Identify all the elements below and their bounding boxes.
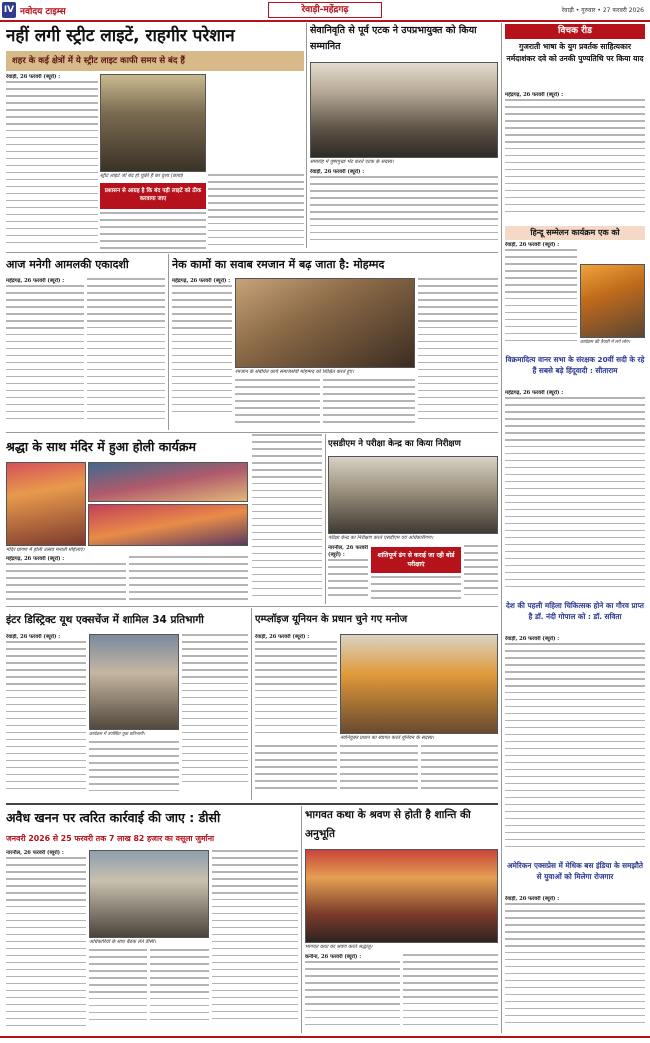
mining-body-col1 [6,850,86,1033]
holi-byline: महेंद्रगढ़, 26 फरवरी (ब्यूरो) : [6,556,65,562]
youth-photo [89,634,179,730]
export-body [505,896,645,1033]
holi-headline: श्रद्धा के साथ मंदिर में हुआ होली कार्यक्रम [6,439,196,454]
col-rule-4 [325,434,326,604]
holi-photo-caption: मंदिर प्रांगण में होली उत्सव मनाती महिलाएं। [6,547,85,553]
lead-body-col1 [6,74,98,252]
masthead [0,0,650,20]
ramzan-body-col4 [418,278,498,428]
ekadashi-headline: आज मनेगी आमलकी एकादशी [6,258,129,271]
mining-photo-caption: अधिकारियों के साथ बैठक लेते डीसी। [89,939,156,945]
ayurveda-byline: रेवाड़ी, 26 फरवरी (ब्यूरो) : [505,636,560,642]
sdm-headline: एसडीएम ने परीक्षा केन्द्र का किया निरीक्षण [328,439,461,449]
holi-photo-1 [6,462,86,546]
union-body-col2 [255,745,337,800]
ayurveda-body [505,636,645,858]
mining-subhead: जनवरी 2026 से 25 फरवरी तक 7 लाख 82 हजार का वसूला जुर्माना [6,834,215,843]
col-rule-2 [501,23,502,1033]
hindu-photo-caption: कार्यक्रम की तैयारी में लगे लोग। [580,340,630,345]
retire-body [310,169,498,248]
holi-body-col3 [252,434,322,604]
hindu-body [505,242,577,352]
youth-body-col2 [89,741,179,800]
col-rule-6 [301,806,302,1033]
hindu-headline: हिन्दू सम्मेलन कार्यक्रम एक को [530,228,620,237]
mining-body-col2 [89,949,147,1033]
sdm-byline: नारनौल, 26 फरवरी (ब्यूरो) : [328,545,368,558]
vikramaditya-byline: महेंद्रगढ़, 26 फरवरी (ब्यूरो) : [505,390,564,396]
holi-body-col2 [129,556,248,604]
export-headline: अमेरिकन एक्सप्रेस में मेधिक बस इंडिया के समझौते से युवाओं को मिलेगा रोजगार [506,861,643,881]
ramzan-body-col1 [172,278,232,428]
retire-photo-caption: समारोह में पुष्पगुच्छ भेंट करते एटक के सदस्य। [310,159,394,165]
lead-headline: नहीं लगी स्ट्रीट लाइटें, राहगीर परेशान [6,26,235,46]
masthead-rule [0,20,650,22]
lead-kicker: शहर के कई क्षेत्रों में ये स्ट्रीट लाइट काफी समय से बंद हैं [6,51,304,71]
union-headline: एम्प्लॉइज यूनियन के प्रधान चुने गए मनोज [255,614,408,625]
ramzan-photo-caption: रमजान के संबंधित कार्य समाजसेवी मोहम्मद को शिक्षित करते हुए। [235,369,354,375]
vikramaditya-headline: विक्रमादित्य वानर सभा के संरक्षक 20वीं सदी के रहे हैं सबसे बड़े हिंदूवादी : सीताराम [505,355,645,375]
bhagwat-body-col2 [403,954,498,1033]
row-rule-3 [6,606,498,607]
page-number: IV [2,2,16,18]
section-title: रेवाड़ी-महेंद्रगढ़ [268,2,382,18]
ekadashi-body-col2 [87,278,165,430]
union-body-col3 [340,745,418,800]
row-rule-1 [6,252,498,253]
lead-body-col2 [100,212,206,252]
sdm-body-col2 [371,576,461,603]
lead-callout: प्रशासन से आग्रह है कि बंद पड़ी लाइटें को ठीक करवाया जाए [100,183,206,209]
youth-photo-caption: कार्यक्रम में उपस्थित युवा प्रतिभागी। [89,732,145,737]
holi-photo-3 [88,504,248,546]
mining-headline: अवैध खनन पर त्वरित कार्रवाई की जाए : डीसी [6,810,221,825]
hindu-byline: रेवाड़ी, 26 फरवरी (ब्यूरो) : [505,242,560,248]
vichar-byline: महेंद्रगढ़, 26 फरवरी (ब्यूरो) : [505,92,564,98]
dateline: रेवाड़ी • गुरुवार • 27 फरवरी 2026 [561,7,644,14]
lead-byline: रेवाड़ी, 26 फरवरी (ब्यूरो) : [6,74,61,80]
mining-body-col4 [212,850,298,1033]
youth-body-col3 [182,634,248,800]
ramzan-body-col2 [235,379,320,429]
lead-photo-caption: स्ट्रीट लाइटें जो बंद हो चुकी हैं का दृश्य (छाया) [100,173,184,179]
sdm-callout: शांतिपूर्ण ढंग से कराई जा रही बोर्ड परीक्षाएं [371,547,461,573]
bhagwat-photo-caption: भागवत कथा का श्रवण करते श्रद्धालु। [305,944,373,950]
lead-body-col3 [208,174,304,252]
bhagwat-headline: भागवत कथा के श्रवण से होती है शान्ति की अनुभूति [305,809,471,840]
youth-headline: इंटर डिस्ट्रिक्ट यूथ एक्सचेंज में शामिल 34 प्रतिभागी [6,614,204,626]
lead-photo [100,74,206,172]
youth-byline: रेवाड़ी, 26 फरवरी (ब्यूरो) : [6,634,61,640]
ramzan-byline: महेंद्रगढ़, 26 फरवरी (ब्यूरो) : [172,278,231,284]
mining-photo [89,850,209,938]
col-rule-3 [168,254,169,430]
holi-photo-2 [88,462,248,502]
vichar-headline: गुजराती भाषा के युग प्रवर्तक साहित्यकार नर्मदाशंकर दवे को उनकी पुण्यतिथि पर किया याद [506,42,644,63]
hindu-photo [580,264,645,338]
union-body-col1 [255,634,337,742]
retire-headline: सेवानिवृति से पूर्व एटक ने उपप्रभायुक्त को किया सम्मानित [310,25,477,52]
sdm-photo-caption: परीक्षा केन्द्र का निरीक्षण करते एसडीएम एवं अधिकारीगण। [328,535,434,541]
union-photo-caption: नवनियुक्त प्रधान का स्वागत करते यूनियन के सदस्य। [340,735,434,741]
vikramaditya-body [505,390,645,598]
bhagwat-byline: कनीना, 26 फरवरी (ब्यूरो) : [305,954,362,960]
row-rule-4 [6,803,498,805]
ekadashi-body-col1 [6,278,84,430]
ramzan-photo [235,278,415,368]
bhagwat-body-col1 [305,954,400,1033]
bhagwat-photo [305,849,498,943]
mining-body-col3 [150,949,209,1033]
paper-name: नवोदय टाइम्स [20,7,66,17]
sdm-body-col1 [328,545,368,603]
union-photo [340,634,498,734]
col-rule-1 [306,23,307,248]
vichar-body [505,92,645,224]
export-byline: रेवाड़ी, 26 फरवरी (ब्यूरो) : [505,896,560,902]
vichar-label: विचक रीड [505,24,645,39]
ayurveda-headline: देश की पहली महिला चिकित्सक होने का गौरव प्राप्त है डॉ. नंदी गोपाल को : डॉ. सविता [506,601,644,621]
ramzan-body-col3 [323,379,415,429]
sdm-photo [328,456,498,534]
col-rule-5 [251,608,252,800]
row-rule-2 [6,432,498,433]
ekadashi-byline: महेंद्रगढ़, 26 फरवरी (ब्यूरो) : [6,278,65,284]
youth-body-col1 [6,634,86,800]
sdm-body-col3 [464,545,498,603]
union-byline: रेवाड़ी, 26 फरवरी (ब्यूरो) : [255,634,310,640]
retire-byline: रेवाड़ी, 26 फरवरी (ब्यूरो) : [310,169,365,175]
holi-body-col1 [6,556,126,604]
mining-byline: नारनौल, 26 फरवरी (ब्यूरो) : [6,850,64,856]
retire-photo [310,62,498,158]
union-body-col4 [421,745,498,800]
page-bottom-rule [0,1036,650,1038]
ramzan-headline: नेक कामों का सवाब रमजान में बढ़ जाता है: मोहम्मद [172,258,385,271]
